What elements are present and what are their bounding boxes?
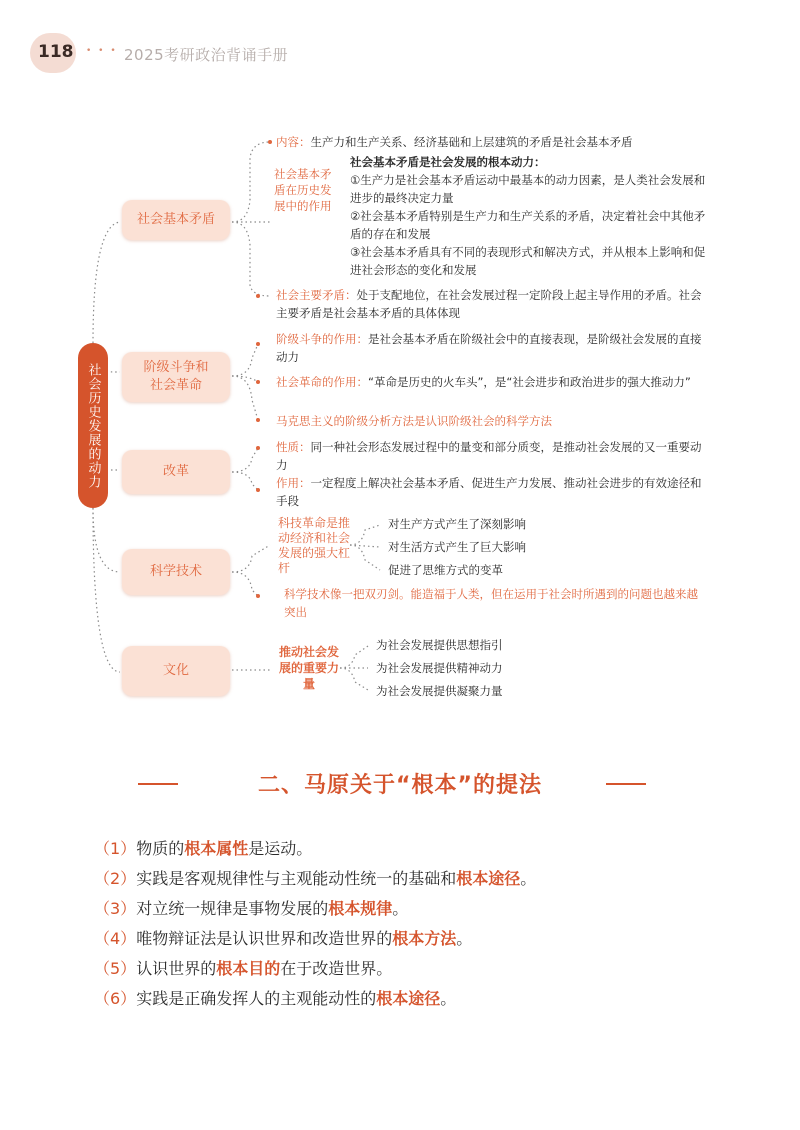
header-dots: • • •: [86, 46, 118, 56]
class-struggle-role: [276, 330, 706, 366]
basic-role-item-2: ②社会基本矛盾特别是生产力和生产关系的矛盾，决定着社会中其他矛盾的存在和发展: [350, 209, 706, 241]
class-struggle-text: 是社会基本矛盾在阶级社会中的直接表现，是阶级社会发展的直接动力: [276, 332, 702, 364]
list-item: （3）对立统一规律是事物发展的根本规律。: [94, 899, 409, 918]
tech-effect-1: 对生产方式产生了深刻影响: [388, 517, 526, 531]
basic-role-heading: 社会基本矛盾是社会发展的根本动力：: [350, 155, 546, 169]
list-item: （2）实践是客观规律性与主观能动性统一的基础和根本途径。: [94, 869, 537, 888]
class-revolution-label: 社会革命的作用：: [276, 375, 368, 389]
page-number: 118: [38, 42, 74, 62]
culture-item-2: 为社会发展提供精神动力: [376, 661, 503, 675]
class-revolution-text: “革命是历史的火车头”，是“社会进步和政治进步的强大推动力”: [368, 375, 691, 389]
reform-nature-label: 性质：: [276, 440, 311, 454]
basic-content: [276, 133, 716, 151]
tech-double-edged: 科学技术像一把双刃剑。能造福于人类，但在运用于社会时所遇到的问题也越来越突出: [284, 587, 698, 619]
list-item: （6）实践是正确发挥人的主观能动性的根本途径。: [94, 989, 457, 1008]
list-item: （5）认识世界的根本目的在于改造世界。: [94, 959, 393, 978]
tech-effect-2: 对生活方式产生了巨大影响: [388, 540, 526, 554]
branch-culture: 文化: [122, 646, 230, 696]
basic-role-block: [350, 153, 706, 279]
reform-effect-text: 一定程度上解决社会基本矛盾、促进生产力发展、推动社会进步的有效途径和手段: [276, 476, 702, 508]
branch-science-technology: 科学技术: [122, 549, 230, 595]
basic-main-label: 社会主要矛盾：: [276, 288, 357, 302]
reform-effect-label: 作用：: [276, 476, 311, 490]
basic-content-text: 生产力和生产关系、经济基础和上层建筑的矛盾是社会基本矛盾: [310, 135, 633, 149]
section-title: 二、马原关于“根本”的提法: [258, 773, 542, 798]
basic-main-text: 处于支配地位，在社会发展过程一定阶段上起主导作用的矛盾。社会主要矛盾是社会基本矛盾的具体体现: [276, 288, 702, 320]
reform-nature: [276, 438, 706, 474]
list-item: （1）物质的根本属性是运动。: [94, 839, 313, 858]
branch-basic-contradiction: 社会基本矛盾: [122, 200, 230, 240]
tech-lever-label: 科技革命是推动经济和社会发展的强大杠杆: [278, 516, 351, 575]
class-revolution-role: [276, 373, 706, 391]
reform-nature-text: 同一种社会形态发展过程中的量变和部分质变，是推动社会发展的又一重要动力: [276, 440, 702, 472]
title-dash-right: [606, 783, 646, 785]
basic-content-label: 内容：: [276, 135, 311, 149]
class-marxist-method: 马克思主义的阶级分析方法是认识阶级社会的科学方法: [276, 414, 552, 428]
basic-role-label: 社会基本矛盾在历史发展中的作用: [274, 167, 332, 213]
reform-effect: [276, 474, 706, 510]
basic-role-item-3: ③社会基本矛盾具有不同的表现形式和解决方式，并从根本上影响和促进社会形态的变化和发展: [350, 245, 706, 277]
culture-item-3: 为社会发展提供凝聚力量: [376, 684, 503, 698]
basic-main-contradiction: [276, 286, 706, 322]
branch-class-struggle: 阶级斗争和社会革命: [122, 352, 230, 402]
book-title: 2025考研政治背诵手册: [124, 46, 289, 64]
list-item: （4）唯物辩证法是认识世界和改造世界的根本方法。: [94, 929, 473, 948]
basic-role-item-1: ①生产力是社会基本矛盾运动中最基本的动力因素，是人类社会发展和进步的最终决定力量: [350, 173, 706, 205]
class-struggle-label: 阶级斗争的作用：: [276, 332, 368, 346]
mindmap-root: 社会历史发展的动力: [78, 343, 108, 508]
branch-reform: 改革: [122, 450, 230, 494]
tech-effect-3: 促进了思维方式的变革: [388, 563, 503, 577]
culture-item-1: 为社会发展提供思想指引: [376, 638, 503, 652]
culture-force-label: 推动社会发展的重要力量: [278, 645, 339, 691]
